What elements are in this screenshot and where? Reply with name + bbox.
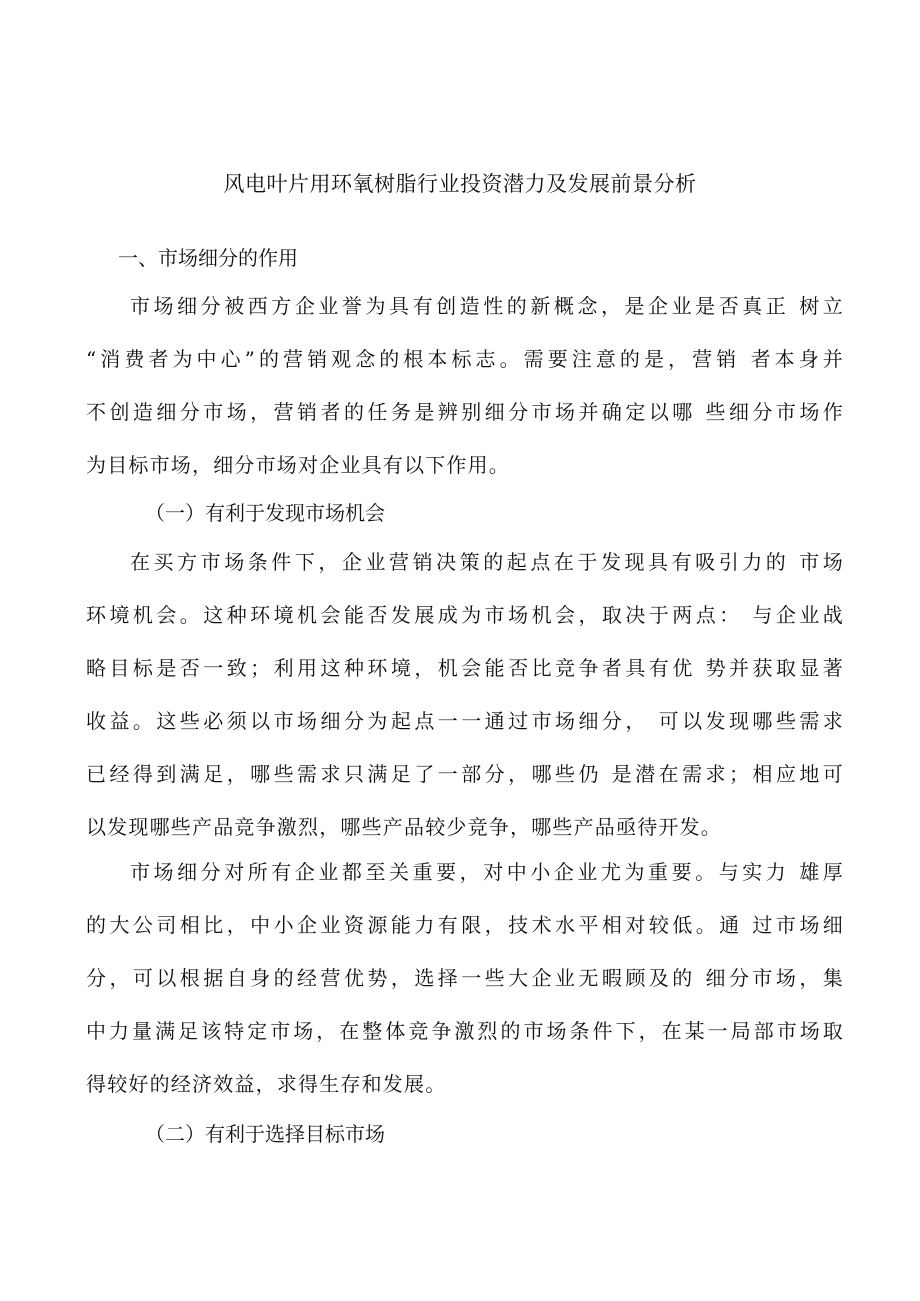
- paragraph-line: 市场细分被西方企业誉为具有创造性的新概念，是企业是否真正 树立: [130, 294, 844, 318]
- paragraph-line: 略目标是否一致；利用这种环境，机会能否比竞争者具有优 势并获取显著: [86, 656, 844, 680]
- paragraph-line: 以发现哪些产品竞争激烈，哪些产品较少竞争，哪些产品亟待开发。: [86, 815, 722, 839]
- paragraph-line: 不创造细分市场，营销者的任务是辨别细分市场并确定以哪 些细分市场作: [86, 400, 844, 424]
- paragraph-line: 市场细分对所有企业都至关重要，对中小企业尤为重要。与实力 雄厚: [130, 860, 844, 884]
- paragraph-line: 得较好的经济效益，求得生存和发展。: [86, 1072, 447, 1096]
- paragraph-line: “消费者为中心”的营销观念的根本标志。需要注意的是，营销 者本身并: [86, 347, 844, 371]
- paragraph-2: [86, 536, 844, 854]
- paragraph-line: 在买方市场条件下，企业营销决策的起点在于发现具有吸引力的 市场: [130, 550, 844, 574]
- paragraph-line: 收益。这些必须以市场细分为起点一一通过市场细分， 可以发现哪些需求: [86, 709, 844, 733]
- section-heading-market-segmentation: 一、市场细分的作用: [118, 246, 298, 270]
- paragraph-3: [86, 846, 844, 1111]
- document-title: 风电叶片用环氧树脂行业投资潜力及发展前景分析: [223, 172, 697, 196]
- subsection-heading-select-target-market: （二）有利于选择目标市场: [145, 1122, 385, 1146]
- subsection-heading-discover-opportunity: （一）有利于发现市场机会: [145, 501, 385, 525]
- paragraph-line: 已经得到满足，哪些需求只满足了一部分，哪些仍 是潜在需求；相应地可: [86, 762, 844, 786]
- paragraph-line: 的大公司相比，中小企业资源能力有限，技术水平相对较低。通 过市场细: [86, 913, 844, 937]
- paragraph-line: 中力量满足该特定市场，在整体竞争激烈的市场条件下，在某一局部市场取: [86, 1019, 844, 1043]
- paragraph-line: 环境机会。这种环境机会能否发展成为市场机会，取决于两点： 与企业战: [86, 603, 844, 627]
- paragraph-line: 为目标市场，细分市场对企业具有以下作用。: [86, 453, 510, 477]
- paragraph-1: [86, 280, 844, 492]
- paragraph-line: 分，可以根据自身的经营优势，选择一些大企业无暇顾及的 细分市场，集: [86, 966, 844, 990]
